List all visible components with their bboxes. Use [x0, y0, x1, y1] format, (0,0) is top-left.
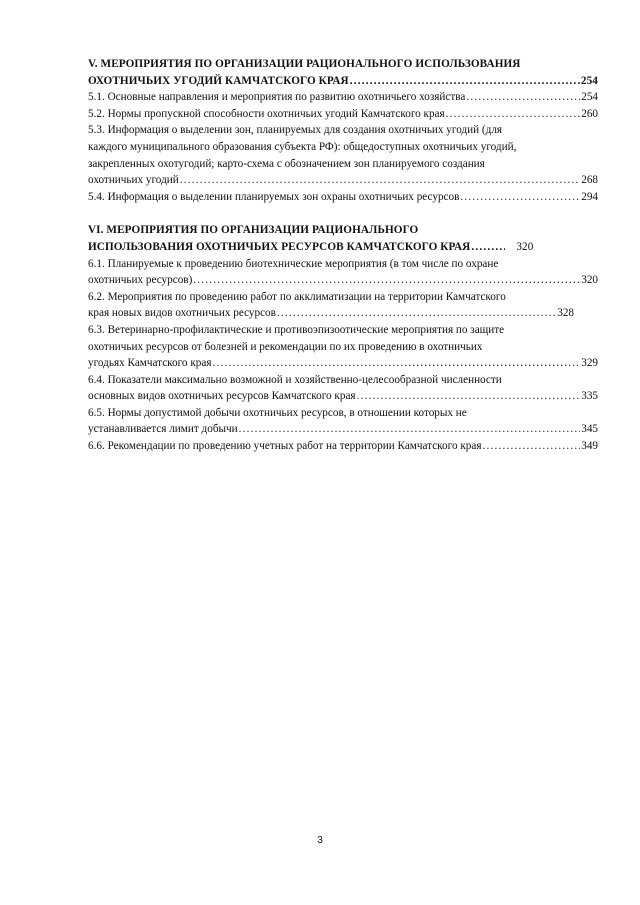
toc-item-line [88, 289, 598, 306]
toc-item-text: охотничьих ресурсов) [88, 274, 193, 287]
toc-item-line [88, 156, 598, 173]
toc-item-5-1[interactable] [88, 89, 598, 106]
toc-item-text: 6.1. Планируемые к проведению биотехнические мероприятия (в том числе по охране [88, 257, 499, 270]
toc-item-page-number: 254 [581, 91, 598, 104]
toc-item-6-6[interactable] [88, 438, 598, 455]
page-number-footer: 3 [317, 835, 323, 846]
toc-item-page-number: 320 [581, 274, 598, 287]
dot-leader [357, 388, 581, 405]
section-6-page-number: 320 [516, 240, 534, 253]
toc-item-text: 6.6. Рекомендации по проведению учетных работ на территории Камчатского края [88, 440, 482, 453]
section-6-heading-line-2[interactable] [88, 239, 598, 256]
toc-item-page-number: 268 [581, 174, 598, 187]
dot-leader [446, 106, 581, 123]
section-5-heading-line-1 [88, 56, 598, 73]
dot-leader [460, 189, 580, 206]
section-5-title-line-2: ОХОТНИЧЬИХ УГОДИЙ КАМЧАТСКОГО КРАЯ [88, 74, 349, 87]
toc-item-line [88, 256, 598, 273]
toc-item-page-number: 345 [581, 423, 598, 436]
toc-item-6-4[interactable] [88, 372, 598, 405]
toc-item-text: 5.3. Информация о выделении зон, планируемых для создания охотничьих угодий (для [88, 124, 503, 137]
toc-item-line [88, 305, 598, 322]
toc-item-text: охотничьих ресурсов от болезней и рекомендации по их проведению в охотничьих [88, 340, 483, 353]
toc-item-page-number: 335 [581, 390, 598, 403]
toc-item-6-5[interactable] [88, 405, 598, 438]
toc-item-line [88, 405, 598, 422]
dot-leader [277, 305, 556, 322]
toc-item-line [88, 388, 598, 405]
dot-leader [482, 438, 580, 455]
toc-item-line [88, 421, 598, 438]
toc-item-page-number: 294 [581, 190, 598, 203]
section-6-title-line-2: ИСПОЛЬЗОВАНИЯ ОХОТНИЧЬИХ РЕСУРСОВ КАМЧАТСКОГО КРАЯ [88, 240, 471, 253]
toc-item-text: основных видов охотничьих ресурсов Камчатского края [88, 390, 356, 403]
section-5-title-line-1: V. МЕРОПРИЯТИЯ ПО ОРГАНИЗАЦИИ РАЦИОНАЛЬНОГО ИСПОЛЬЗОВАНИЯ [88, 58, 521, 70]
toc-item-line [88, 322, 598, 339]
toc-item-line [88, 272, 598, 289]
section-5-page-number: 254 [580, 74, 598, 87]
toc-item-text: каждого муниципального образования субъекта РФ): общедоступных охотничьих угодий, [88, 140, 517, 153]
section-6-heading-line-1 [88, 222, 598, 239]
toc-item-page-number: 349 [581, 440, 598, 453]
toc-item-text: 5.4. Информация о выделении планируемых зон охраны охотничьих ресурсов [88, 190, 460, 203]
toc-item-6-1[interactable] [88, 256, 598, 289]
toc-item-text: 5.1. Основные направления и мероприятия по развитию охотничьего хозяйства [88, 91, 466, 104]
toc-item-line [88, 372, 598, 389]
dot-leader [239, 421, 581, 438]
dot-leader [180, 172, 580, 189]
toc-item-text: угодьях Камчатского края [88, 357, 212, 370]
toc-item-text: 6.3. Ветеринарно-профилактические и противоэпизоотические мероприятия по защите [88, 323, 505, 336]
dot-leader [466, 89, 580, 106]
toc-item-6-2[interactable] [88, 289, 598, 322]
toc-item-text: охотничьих угодий [88, 174, 179, 187]
toc-item-line [88, 139, 598, 156]
section-5-heading-line-2[interactable] [88, 73, 598, 90]
toc-section-5 [88, 56, 598, 205]
toc-item-text: 6.5. Нормы допустимой добычи охотничьих ресурсов, в отношении которых не [88, 406, 467, 419]
toc-item-text: 6.4. Показатели максимально возможной и хозяйственно-целесообразной численности [88, 373, 502, 386]
section-6-title-line-1: VI. МЕРОПРИЯТИЯ ПО ОРГАНИЗАЦИИ РАЦИОНАЛЬНОГО [88, 224, 419, 237]
toc-item-text: края новых видов охотничьих ресурсов [88, 307, 276, 320]
toc-item-line [88, 339, 598, 356]
toc-item-line [88, 172, 598, 189]
toc-item-5-2[interactable] [88, 106, 598, 123]
toc-item-5-3[interactable] [88, 122, 598, 188]
toc-item-line [88, 122, 598, 139]
dot-leader [350, 73, 580, 90]
toc-item-page-number: 329 [581, 357, 598, 370]
toc-item-5-4[interactable] [88, 189, 598, 206]
dot-leader [193, 272, 580, 289]
dot-leader [471, 239, 505, 256]
dot-leader [212, 355, 580, 372]
table-of-contents [88, 56, 598, 472]
toc-item-text: 5.2. Нормы пропускной способности охотничьих угодий Камчатского края [88, 107, 445, 120]
toc-item-text: закрепленных охотугодий; карто-схема с обозначением зон планируемого создания [88, 157, 485, 170]
toc-item-page-number: 260 [581, 107, 598, 120]
toc-item-6-3[interactable] [88, 322, 598, 372]
toc-item-line [88, 355, 598, 372]
toc-item-page-number: 328 [557, 307, 574, 320]
toc-item-text: 6.2. Мероприятия по проведению работ по акклиматизации на территории Камчатского [88, 290, 506, 303]
toc-item-text: устанавливается лимит добычи [88, 423, 238, 436]
toc-section-6 [88, 222, 598, 454]
